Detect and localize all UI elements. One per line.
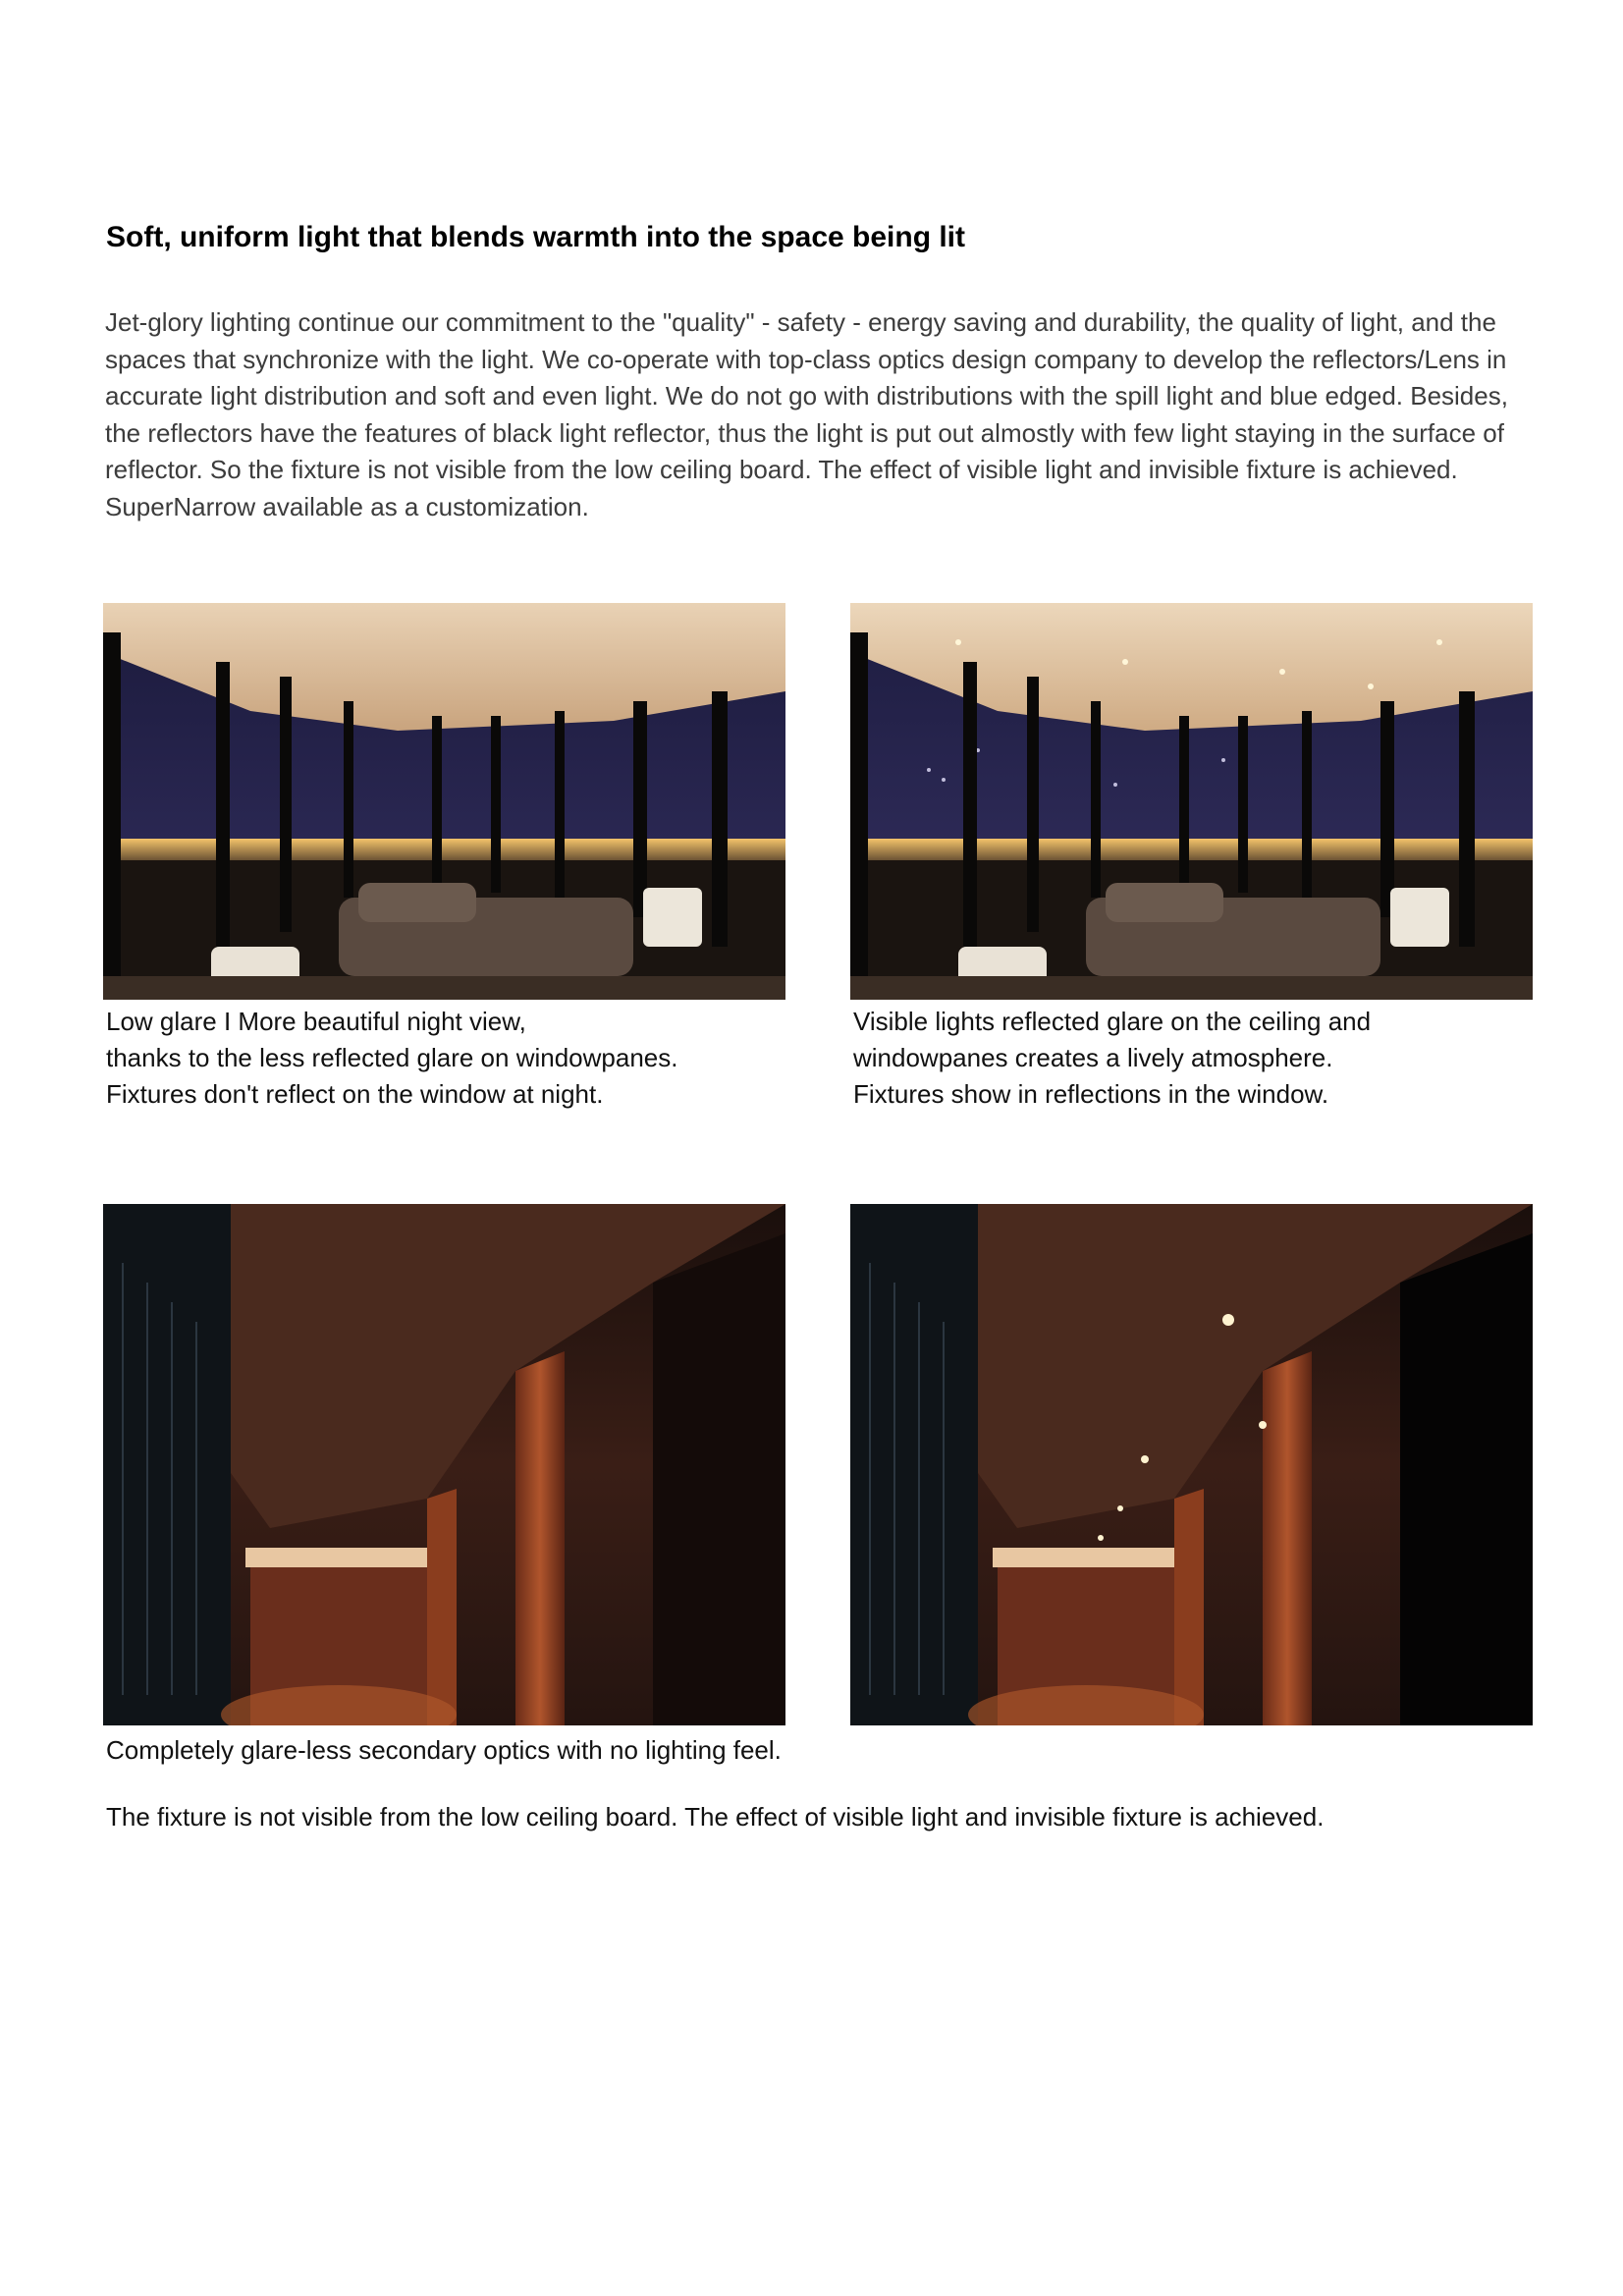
corridor-visible-fixtures-photo — [850, 1204, 1533, 1725]
intro-paragraph: Jet-glory lighting continue our commitment to the "quality" - safety - energy saving and durability, the quality of light, and the spaces that synchronize with the light. We co-operate with top-class optics design company to develop the reflectors/Lens in accurate light distribution and soft and even light. We do not go with distributions with the spill light and blue edged. Besides, the reflectors have the features of black light reflector, thus the light is put out almostly with few light staying in the surface of reflector. So the fixture is not visible from the low ceiling board. The effect of visible light and invisible fixture is achieved. SuperNarrow available as a customization. — [105, 307, 1508, 521]
living-room-low-glare-photo — [103, 603, 785, 1000]
caption-low-glare — [106, 1004, 793, 1113]
caption-visible-glare — [853, 1004, 1541, 1113]
living-room-visible-glare-photo — [850, 603, 1533, 1000]
caption-line: Completely glare-less secondary optics with no lighting feel. — [106, 1735, 782, 1765]
caption-invisible-fixture — [106, 1799, 1540, 1835]
caption-glareless-optics — [106, 1732, 793, 1769]
page-title: Soft, uniform light that blends warmth into the space being lit — [106, 221, 966, 253]
caption-line: Low glare I More beautiful night view, — [106, 1007, 526, 1036]
caption-line: Fixtures show in reflections in the window. — [853, 1079, 1329, 1109]
caption-line: windowpanes creates a lively atmosphere. — [853, 1043, 1333, 1072]
caption-line: Fixtures don't reflect on the window at night. — [106, 1079, 604, 1109]
caption-line: thanks to the less reflected glare on windowpanes. — [106, 1043, 678, 1072]
corridor-glareless-photo — [103, 1204, 785, 1725]
caption-line: The fixture is not visible from the low ceiling board. The effect of visible light and invisible fixture is achieved. — [106, 1802, 1325, 1831]
caption-line: Visible lights reflected glare on the ceiling and — [853, 1007, 1372, 1036]
